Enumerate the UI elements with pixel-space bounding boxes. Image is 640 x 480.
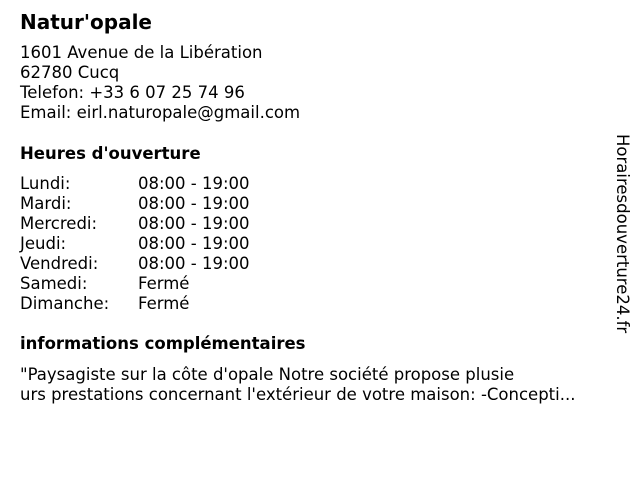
business-name: Natur'opale bbox=[20, 10, 152, 34]
business-description bbox=[20, 365, 620, 405]
hours-row-tuesday bbox=[20, 194, 320, 214]
hours-day: Jeudi: bbox=[20, 234, 67, 253]
hours-day: Mardi: bbox=[20, 194, 72, 213]
site-watermark bbox=[612, 134, 632, 344]
email-address: Email: eirl.naturopale@gmail.com bbox=[20, 103, 301, 122]
hours-day: Samedi: bbox=[20, 274, 88, 293]
hours-row-sunday bbox=[20, 294, 320, 314]
hours-day: Mercredi: bbox=[20, 214, 98, 233]
opening-hours-heading: Heures d'ouverture bbox=[20, 144, 201, 163]
hours-time: 08:00 - 19:00 bbox=[138, 254, 250, 273]
hours-time: 08:00 - 19:00 bbox=[138, 214, 250, 233]
address-city: 62780 Cucq bbox=[20, 63, 120, 82]
hours-row-thursday bbox=[20, 234, 320, 254]
hours-time: Fermé bbox=[138, 294, 190, 313]
hours-row-friday bbox=[20, 254, 320, 274]
hours-row-saturday bbox=[20, 274, 320, 294]
contact-block bbox=[20, 43, 300, 123]
opening-hours-table bbox=[20, 174, 320, 314]
additional-info-heading: informations complémentaires bbox=[20, 334, 306, 353]
phone-number: Telefon: +33 6 07 25 74 96 bbox=[20, 83, 245, 102]
hours-row-monday bbox=[20, 174, 320, 194]
hours-day: Dimanche: bbox=[20, 294, 110, 313]
description-line: urs prestations concernant l'extérieur de votre maison: -Concepti... bbox=[20, 385, 576, 404]
watermark-text: Horairesdouverture24.fr bbox=[613, 134, 632, 334]
hours-time: 08:00 - 19:00 bbox=[138, 174, 250, 193]
hours-day: Vendredi: bbox=[20, 254, 99, 273]
hours-time: 08:00 - 19:00 bbox=[138, 234, 250, 253]
description-line: "Paysagiste sur la côte d'opale Notre société propose plusie bbox=[20, 365, 515, 384]
address-street: 1601 Avenue de la Libération bbox=[20, 43, 263, 62]
hours-time: Fermé bbox=[138, 274, 190, 293]
hours-time: 08:00 - 19:00 bbox=[138, 194, 250, 213]
hours-day: Lundi: bbox=[20, 174, 71, 193]
hours-row-wednesday bbox=[20, 214, 320, 234]
